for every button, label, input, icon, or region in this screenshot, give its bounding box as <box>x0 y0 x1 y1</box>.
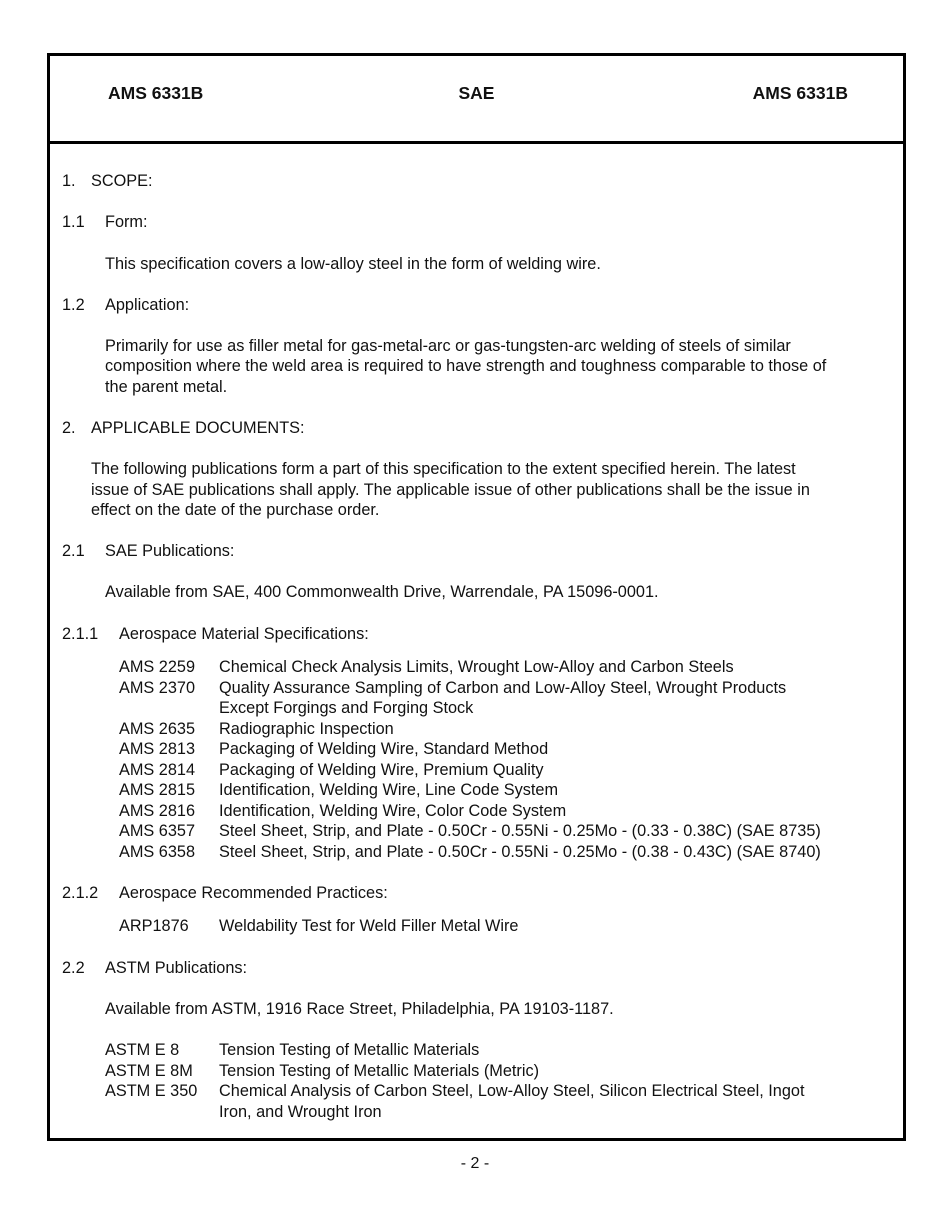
section-2-number: 2. <box>62 419 76 437</box>
astm-description: Tension Testing of Metallic Materials <box>219 1041 480 1059</box>
section-2-title: APPLICABLE DOCUMENTS: <box>91 419 305 437</box>
ams-code: AMS 6358 <box>119 843 196 861</box>
section-2-1-text: Available from SAE, 400 Commonwealth Drive, Warrendale, PA 15096-0001. <box>105 583 659 601</box>
section-2-line-2: issue of SAE publications shall apply. The applicable issue of other publications shall be the issue in <box>91 481 810 499</box>
section-2-1-2-title: Aerospace Recommended Practices: <box>119 884 388 902</box>
section-2-2-number: 2.2 <box>62 959 85 977</box>
ams-description: Quality Assurance Sampling of Carbon and Low-Alloy Steel, Wrought Products <box>219 679 787 697</box>
ams-description-continued: Except Forgings and Forging Stock <box>219 699 474 717</box>
ams-description: Packaging of Welding Wire, Premium Quality <box>219 761 544 779</box>
astm-code: ASTM E 8 <box>105 1041 180 1059</box>
ams-code: AMS 2816 <box>119 802 196 820</box>
page-number: - 2 - <box>460 1155 490 1172</box>
ams-description: Chemical Check Analysis Limits, Wrought Low-Alloy and Carbon Steels <box>219 658 734 676</box>
arp-code: ARP1876 <box>119 917 189 935</box>
header-publisher: SAE <box>458 83 495 103</box>
astm-code: ASTM E 8M <box>105 1062 193 1080</box>
ams-code: AMS 2815 <box>119 781 196 799</box>
ams-code: AMS 2814 <box>119 761 196 779</box>
section-1-1-title: Form: <box>105 213 148 231</box>
section-2-1-title: SAE Publications: <box>105 542 235 560</box>
page-header <box>50 56 903 144</box>
section-1-1-number: 1.1 <box>62 213 85 231</box>
header-doc-number-right: AMS 6331B <box>752 83 848 103</box>
section-1-2-line-1: Primarily for use as filler metal for gas-metal-arc or gas-tungsten-arc welding of steels of similar <box>105 337 791 355</box>
section-1-1-text: This specification covers a low-alloy steel in the form of welding wire. <box>105 255 601 273</box>
section-2-2-title: ASTM Publications: <box>105 959 248 977</box>
ams-description: Identification, Welding Wire, Line Code System <box>219 781 559 799</box>
section-1-title: SCOPE: <box>91 172 153 190</box>
section-2-1-number: 2.1 <box>62 542 85 560</box>
section-1-number: 1. <box>62 172 76 190</box>
astm-code: ASTM E 350 <box>105 1082 198 1100</box>
section-2-1-2-number: 2.1.2 <box>62 884 99 902</box>
astm-description-continued: Iron, and Wrought Iron <box>219 1103 382 1121</box>
ams-description: Packaging of Welding Wire, Standard Method <box>219 740 549 758</box>
ams-code: AMS 6357 <box>119 822 196 840</box>
section-1-2-line-2: composition where the weld area is required to have strength and toughness comparable to those of <box>105 357 827 375</box>
ams-code: AMS 2259 <box>119 658 196 676</box>
astm-description: Chemical Analysis of Carbon Steel, Low-Alloy Steel, Silicon Electrical Steel, Ingot <box>219 1082 805 1100</box>
header-doc-number-left: AMS 6331B <box>108 83 204 103</box>
ams-description: Radiographic Inspection <box>219 720 394 738</box>
ams-description: Steel Sheet, Strip, and Plate - 0.50Cr - 0.55Ni - 0.25Mo - (0.38 - 0.43C) (SAE 8740) <box>219 843 821 861</box>
ams-description: Identification, Welding Wire, Color Code System <box>219 802 567 820</box>
section-2-2-text: Available from ASTM, 1916 Race Street, Philadelphia, PA 19103-1187. <box>105 1000 614 1018</box>
section-1-2-title: Application: <box>105 296 190 314</box>
ams-code: AMS 2635 <box>119 720 196 738</box>
section-2-line-1: The following publications form a part of this specification to the extent specified herein. The latest <box>91 460 796 478</box>
section-1-2-number: 1.2 <box>62 296 85 314</box>
ams-code: AMS 2370 <box>119 679 196 697</box>
section-2-1-1-number: 2.1.1 <box>62 625 99 643</box>
ams-description: Steel Sheet, Strip, and Plate - 0.50Cr - 0.55Ni - 0.25Mo - (0.33 - 0.38C) (SAE 8735) <box>219 822 821 840</box>
section-2-line-3: effect on the date of the purchase order. <box>91 501 380 519</box>
astm-description: Tension Testing of Metallic Materials (Metric) <box>219 1062 540 1080</box>
section-2-1-1-title: Aerospace Material Specifications: <box>119 625 369 643</box>
section-1-2-line-3: the parent metal. <box>105 378 228 396</box>
ams-code: AMS 2813 <box>119 740 196 758</box>
arp-description: Weldability Test for Weld Filler Metal Wire <box>219 917 519 935</box>
